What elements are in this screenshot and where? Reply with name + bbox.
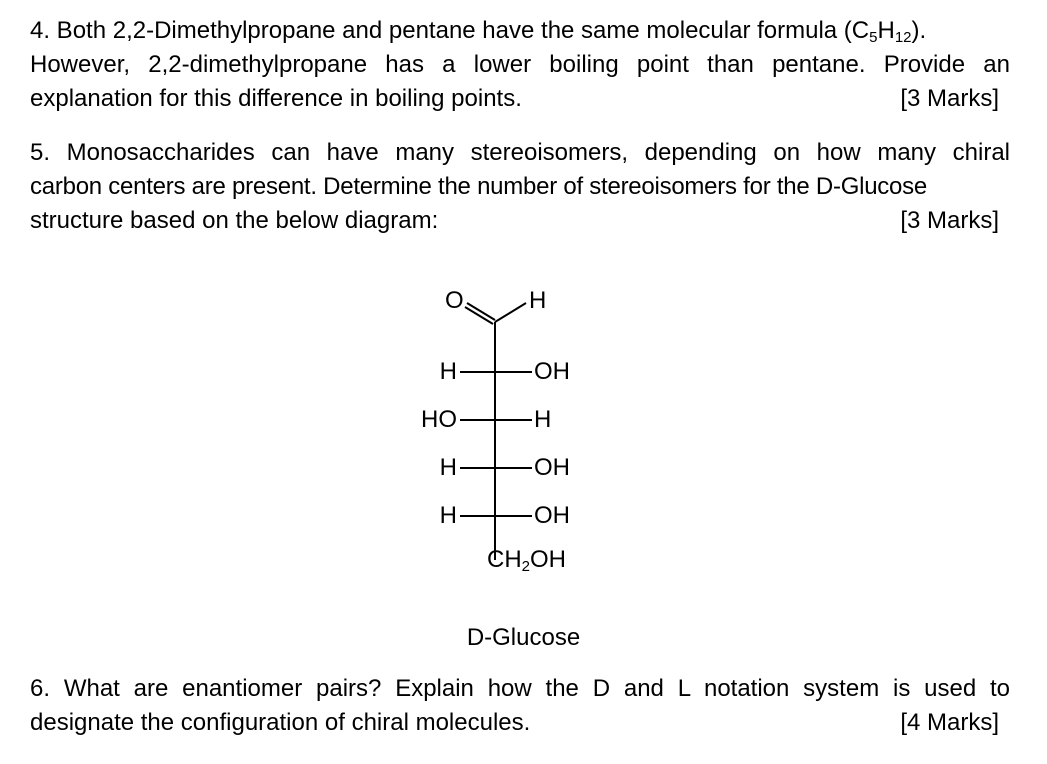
question-6-line-2: designate the configuration of chiral molecules. [4 Marks] [30, 706, 1010, 740]
question-4-line-2: However, 2,2-dimethylpropane has a lower boiling point than pentane. Provide an [30, 51, 1010, 78]
row-1-right-label: OH [534, 358, 570, 385]
question-5-line-3: structure based on the below diagram: [3 Marks] [30, 204, 1010, 238]
row-2-left-label: HO [421, 406, 457, 433]
aldehyde-hydrogen-label: H [529, 287, 547, 314]
question-4-line-1: 4. Both 2,2-Dimethylpropane and pentane have the same molecular formula $(C_5H_{12})$. [30, 17, 927, 46]
question-4 [30, 14, 1010, 116]
diagram-caption: D-Glucose [466, 624, 581, 651]
question-5-line-1: 5. Monosaccharides can have many stereoisomers, depending on how many chiral [30, 139, 1010, 166]
question-6-marks: [4 Marks] [900, 709, 999, 736]
carbonyl-oxygen-label: O [445, 287, 464, 314]
d-glucose-fischer-projection [405, 282, 605, 592]
row-3-right-label: OH [534, 454, 570, 481]
question-5-marks: [3 Marks] [900, 207, 999, 234]
row-2-right-label: H [534, 406, 552, 433]
row-1-left-label: H [439, 358, 457, 385]
question-4-marks: [3 Marks] [900, 85, 999, 112]
question-6-line-1: 6. What are enantiomer pairs? Explain how the D and L notation system is used to [30, 675, 1010, 702]
question-5 [30, 136, 1010, 238]
row-4-left-label: H [439, 502, 457, 529]
row-4-right-label: OH [534, 502, 570, 529]
ch2oh-label: $CH_2OH$ [487, 546, 567, 575]
question-4-line-3: explanation for this difference in boiling points. [3 Marks] [30, 82, 1010, 116]
question-6 [30, 672, 1010, 740]
question-5-line-2: carbon centers are present. Determine the number of stereoisomers for the D-Glucose [30, 173, 928, 200]
row-3-left-label: H [439, 454, 457, 481]
